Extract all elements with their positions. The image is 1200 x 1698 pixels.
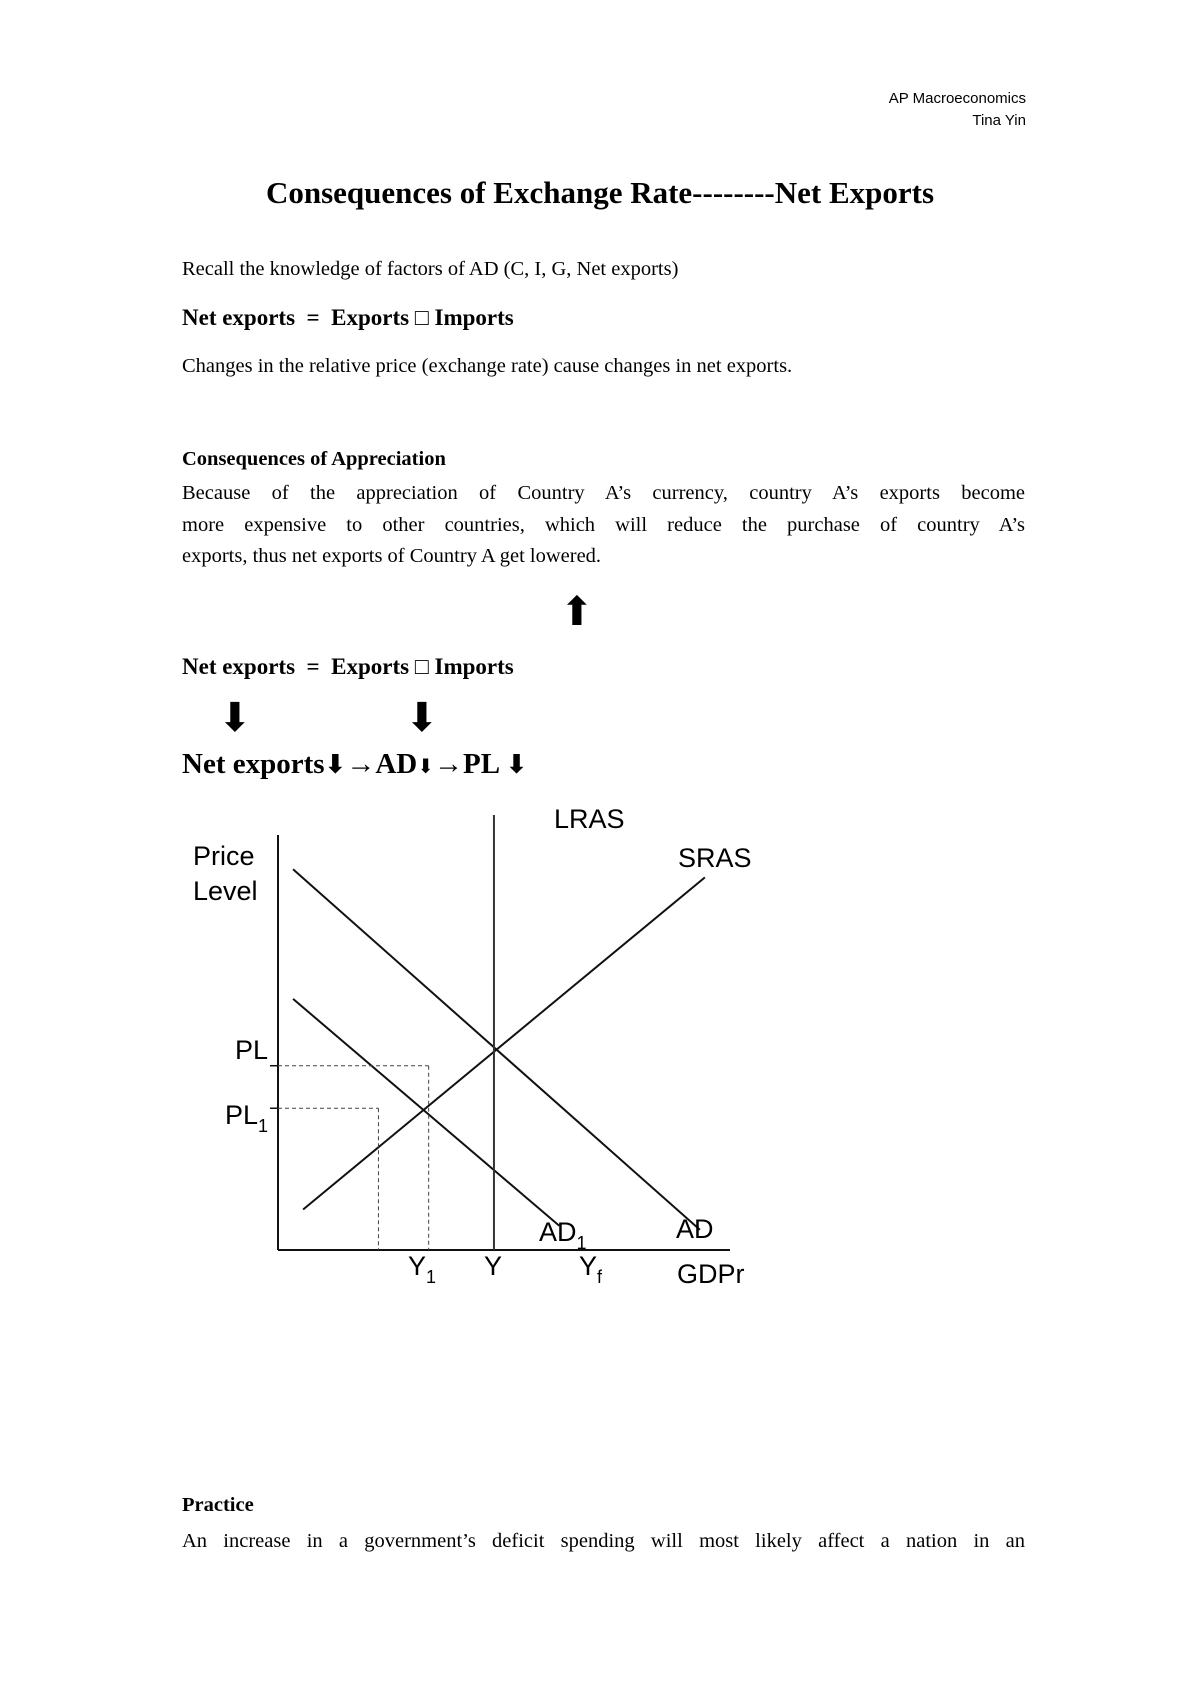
appreciation-line-2: more expensive to other countries, which will reduce the purchase of country A’s [182, 513, 1025, 536]
yf-label [579, 1251, 603, 1287]
ad-curve [293, 869, 700, 1229]
practice-heading: Practice [182, 1494, 254, 1516]
ad1-curve [293, 999, 559, 1226]
appreciation-line-1: Because of the appreciation of Country A’s currency, country A’s exports become [182, 482, 1025, 504]
header-course: AP Macroeconomics [888, 90, 1026, 107]
ad1-label-sub: 1 [576, 1233, 587, 1253]
chain-down-arrow-1-icon: ⬇ [324, 750, 347, 780]
chain-ad: →AD [346, 748, 418, 780]
header-author: Tina Yin [972, 112, 1026, 129]
net-exports-down-arrow-icon: ⬇ [218, 695, 252, 741]
y-label: Y [484, 1251, 503, 1281]
yf-label-base: Y [579, 1251, 598, 1281]
lras-label: LRAS [554, 804, 625, 834]
y-axis-label-line-2: Level [193, 876, 258, 906]
appreciation-line-3: exports, thus net exports of Country A get lowered. [182, 545, 602, 567]
recall-line: Recall the knowledge of factors of AD (C, I, G, Net exports) [182, 258, 679, 280]
y1-label-base: Y [408, 1251, 427, 1281]
imports-up-arrow-icon: ⬆ [560, 589, 594, 635]
changes-line: Changes in the relative price (exchange rate) cause changes in net exports. [182, 355, 793, 377]
ad-label: AD [676, 1214, 714, 1244]
net-exports-equation: Net exports = Exports □ Imports [182, 305, 514, 330]
sras-curve [303, 877, 705, 1209]
sras-label: SRAS [678, 843, 752, 873]
exports-down-arrow-icon: ⬇ [405, 695, 439, 741]
y1-label [408, 1251, 436, 1287]
pl1-label-sub: 1 [258, 1116, 269, 1136]
pl1-label [225, 1100, 268, 1136]
chain-net-exports: Net exports [182, 748, 325, 780]
pl-label: PL [235, 1035, 269, 1065]
y1-label-sub: 1 [426, 1267, 437, 1287]
ad1-label-base: AD [539, 1217, 577, 1247]
chain-down-arrow-3-icon: ⬇ [505, 750, 528, 780]
pl1-label-base: PL [225, 1100, 259, 1130]
x-axis-label: GDPr [677, 1259, 745, 1289]
y-axis-label-line-1: Price [193, 841, 255, 871]
ad1-label [539, 1217, 587, 1253]
chain-pl: →PL [434, 748, 499, 780]
practice-line-1: An increase in a government’s deficit spending will most likely affect a nation in an [182, 1530, 1025, 1552]
practice-text [182, 1526, 1025, 1558]
net-exports-equation-2: Net exports = Exports □ Imports [182, 654, 514, 679]
chain-down-arrow-2-icon: ⬇ [417, 756, 434, 778]
page-title: Consequences of Exchange Rate--------Net Exports [265, 175, 935, 210]
appreciation-heading: Consequences of Appreciation [182, 448, 446, 470]
yf-label-sub: f [597, 1267, 603, 1287]
